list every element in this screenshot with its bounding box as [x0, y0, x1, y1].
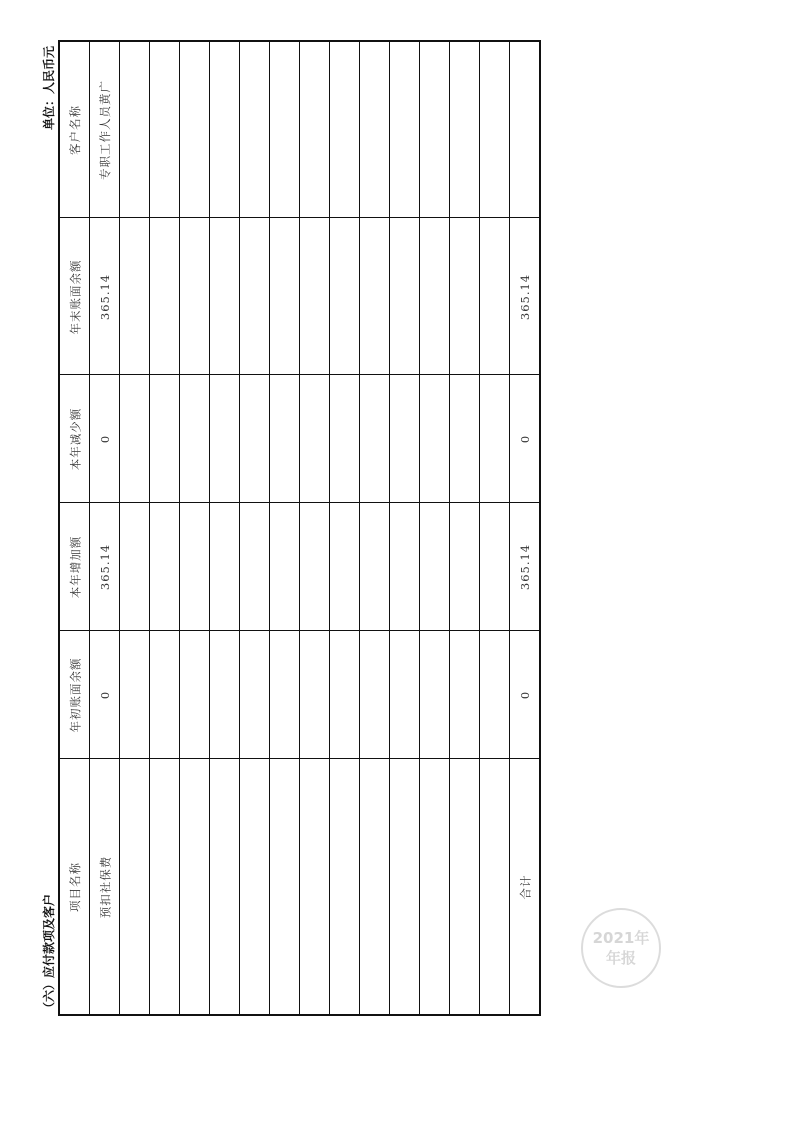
- stamp-line2: 年报: [605, 949, 636, 967]
- row1-closing-balance: 365.14: [98, 273, 112, 320]
- total-label: 合计: [518, 874, 532, 899]
- annual-report-stamp: [581, 908, 661, 988]
- header-closing-balance: 年末账面余额: [68, 259, 82, 334]
- header-customer-name: 客户名称: [68, 104, 82, 155]
- total-increase: 365.14: [518, 543, 532, 591]
- total-closing-balance: 365.14: [518, 273, 532, 320]
- row1-decrease: 0: [97, 434, 112, 444]
- row1-opening-balance: 0: [97, 690, 112, 700]
- payables-table: [58, 40, 541, 1016]
- header-opening-balance: 年初账面余额: [68, 657, 82, 733]
- stamp-line1: 2021年: [592, 929, 650, 947]
- header-project-name: 项目名称: [68, 861, 82, 912]
- row1-project-name: 预扣社保费: [98, 855, 112, 918]
- header-decrease: 本年减少额: [68, 407, 82, 471]
- section-title: （六）应付款项及客户: [42, 893, 56, 1014]
- unit-label: 单位：人民币元: [42, 45, 56, 130]
- row1-increase: 365.14: [98, 543, 112, 591]
- total-decrease: 0: [517, 434, 532, 444]
- total-opening-balance: 0: [517, 690, 532, 700]
- header-increase: 本年增加额: [68, 535, 82, 599]
- row1-customer-name: 专职工作人员黄广: [98, 79, 112, 180]
